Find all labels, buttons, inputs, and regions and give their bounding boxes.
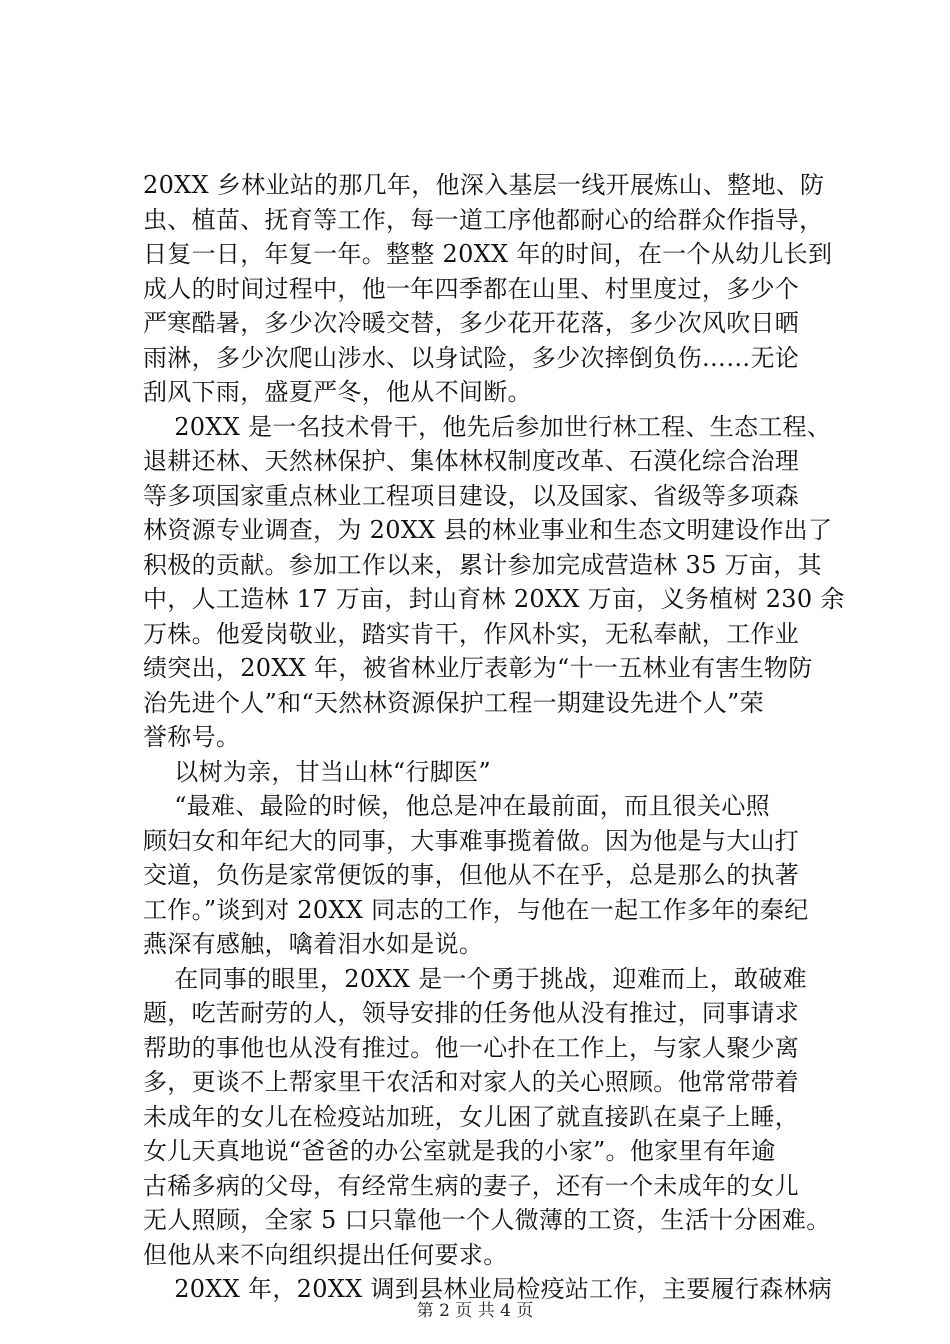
text-line: 题，吃苦耐劳的人，领导安排的任务他从没有推过，同事请求 <box>143 999 800 1027</box>
section-heading <box>143 755 863 790</box>
text-line: 多，更谈不上帮家里干农活和对家人的关心照顾。他常常带着 <box>143 1068 800 1096</box>
page-number: 第 2 页 共 4 页 <box>416 1301 534 1321</box>
text-line: 但他从来不向组织提出任何要求。 <box>143 1240 508 1269</box>
paragraph-1 <box>143 168 863 410</box>
text-line: “最难、最险的时候，他总是冲在最前面，而且很关心照 <box>174 792 770 820</box>
paragraph-4 <box>143 789 863 962</box>
text-line: 20XX 是一名技术骨干，他先后参加世行林工程、生态工程、 <box>174 412 832 441</box>
text-line: 誉称号。 <box>143 723 241 751</box>
text-line: 工作。”谈到对 20XX 同志的工作，与他在一起工作多年的秦纪 <box>143 895 809 924</box>
text-line: 未成年的女儿在检疫站加班，女儿困了就直接趴在桌子上睡， <box>143 1102 800 1131</box>
paragraph-5 <box>143 962 863 1273</box>
text-line: 古稀多病的父母，有经常生病的妻子，还有一个未成年的女儿 <box>143 1171 800 1200</box>
text-line: 严寒酷暑，多少次冷暖交替，多少花开花落，多少次风吹日晒 <box>143 309 800 337</box>
page-footer <box>0 1296 950 1321</box>
document-body <box>143 168 863 1307</box>
text-line: 绩突出，20XX 年，被省林业厅表彰为“十一五林业有害生物防 <box>143 654 813 682</box>
text-line: 20XX 年，20XX 调到县林业局检疫站工作，主要履行森林病 <box>174 1275 833 1303</box>
text-line: 等多项国家重点林业工程项目建设，以及国家、省级等多项森 <box>143 481 800 510</box>
text-line: 治先进个人”和“天然林资源保护工程一期建设先进个人”荣 <box>143 688 764 717</box>
text-line: 女儿天真地说“爸爸的办公室就是我的小家”。他家里有年逾 <box>143 1137 776 1165</box>
text-line: 成人的时间过程中，他一年四季都在山里、村里度过，多少个 <box>143 274 800 303</box>
text-line: 积极的贡献。参加工作以来，累计参加完成营造林 35 万亩，其 <box>143 550 822 579</box>
text-line: 刮风下雨，盛夏严冬，他从不间断。 <box>143 378 532 406</box>
text-line: 林资源专业调查，为 20XX 县的林业事业和生态文明建设作出了 <box>143 516 833 544</box>
text-line: 中，人工造林 17 万亩，封山育林 20XX 万亩，义务植树 230 余 <box>143 585 845 613</box>
text-line: 万株。他爱岗敬业，踏实肯干，作风朴实，无私奉献，工作业 <box>143 619 800 648</box>
text-line: 虫、植苗、抚育等工作，每一道工序他都耐心的给群众作指导， <box>143 205 824 234</box>
text-line: 20XX 乡林业站的那几年，他深入基层一线开展炼山、整地、防 <box>143 171 825 199</box>
text-line: 雨淋，多少次爬山涉水、以身试险，多少次摔倒负伤……无论 <box>143 343 800 372</box>
paragraph-2 <box>143 410 863 755</box>
text-line: 日复一日，年复一年。整整 20XX 年的时间，在一个从幼儿长到 <box>143 240 833 268</box>
text-line: 顾妇女和年纪大的同事，大事难事揽着做。因为他是与大山打 <box>143 826 800 855</box>
text-line: 退耕还林、天然林保护、集体林权制度改革、石漠化综合治理 <box>143 447 800 475</box>
text-line: 燕深有感触，噙着泪水如是说。 <box>143 930 484 958</box>
text-line: 交道，负伤是家常便饭的事，但他从不在乎，总是那么的执著 <box>143 861 800 889</box>
text-line: 在同事的眼里，20XX 是一个勇于挑战，迎难而上，敢破难 <box>174 964 807 993</box>
text-line: 帮助的事他也从没有推过。他一心扑在工作上，与家人聚少离 <box>143 1033 800 1062</box>
text-line: 无人照顾，全家 5 口只靠他一个人微薄的工资，生活十分困难。 <box>143 1206 831 1234</box>
heading-line: 以树为亲，甘当山林“行脚医” <box>174 757 491 786</box>
